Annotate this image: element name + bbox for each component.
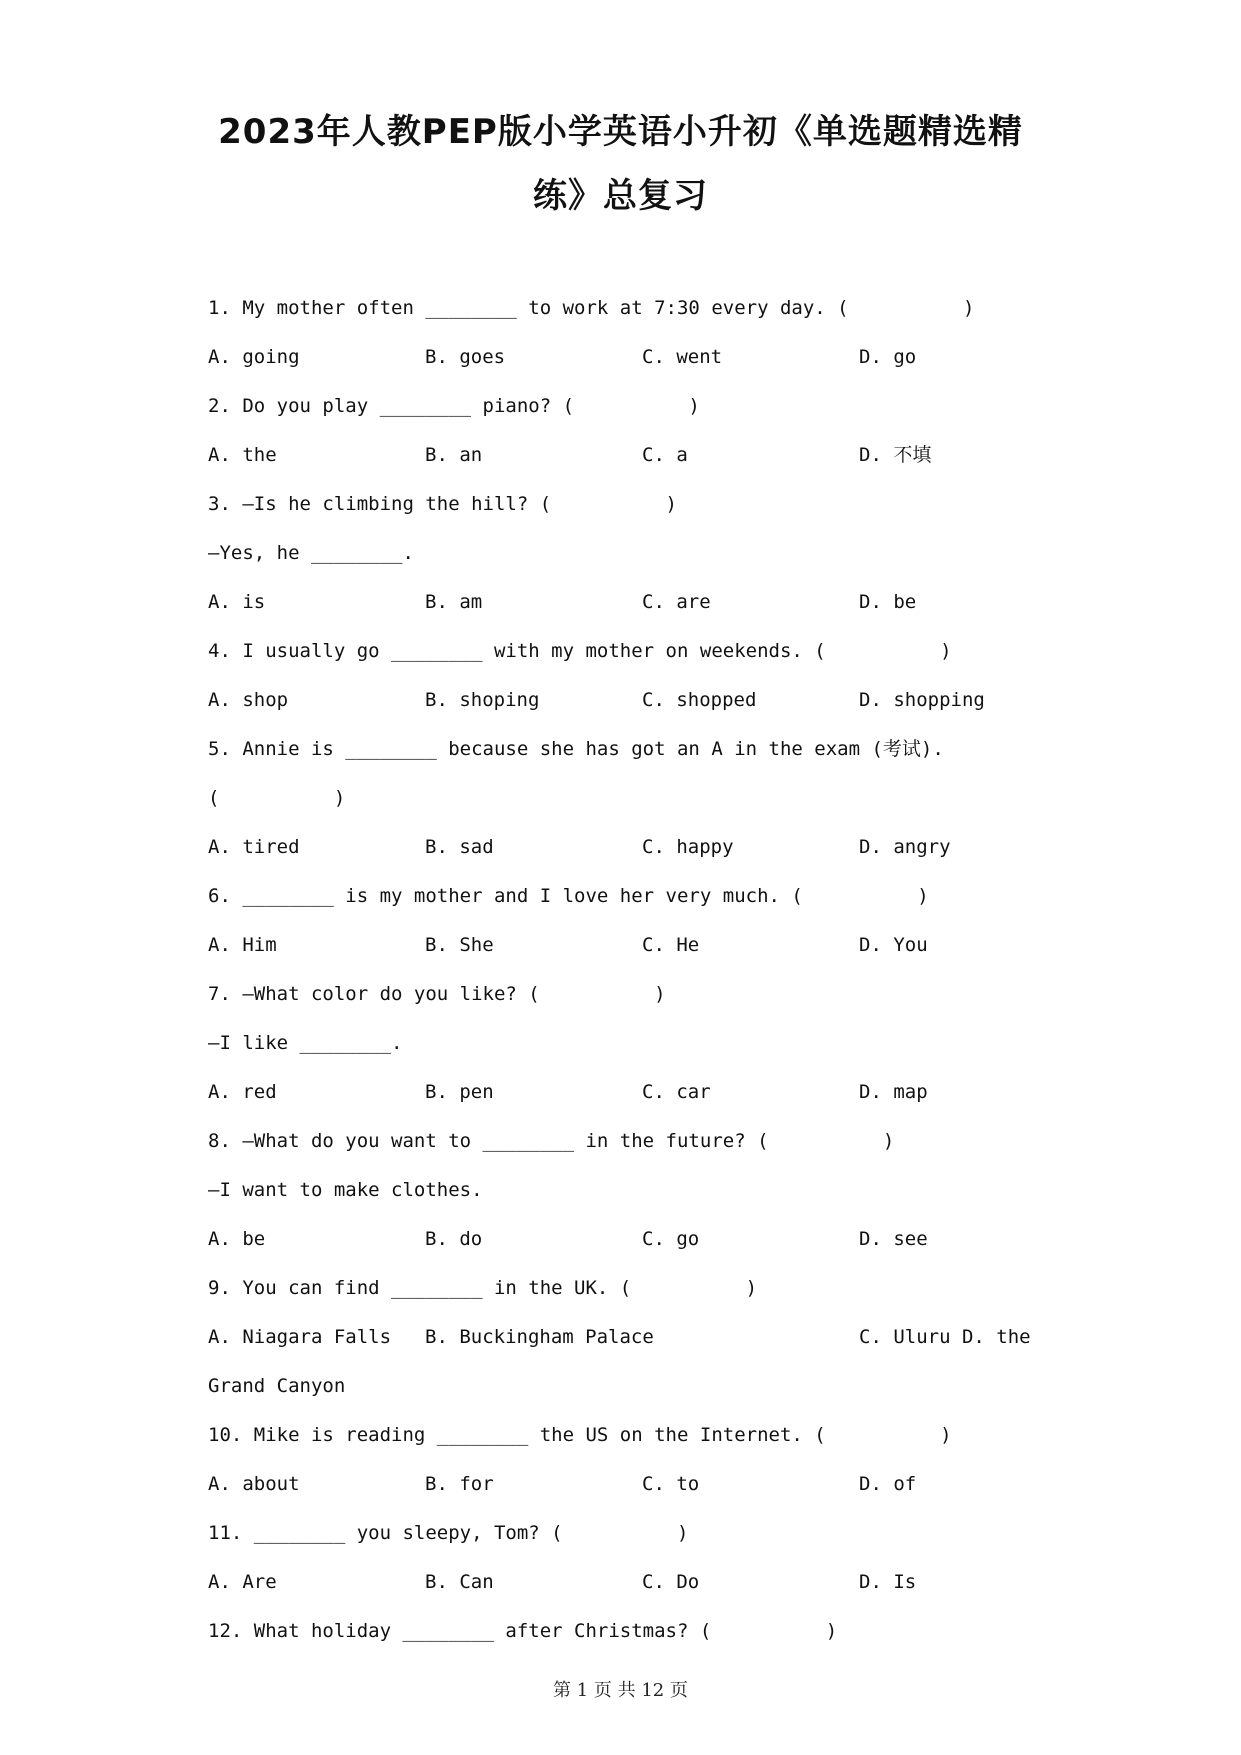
title-line-1: 2023年人教PEP版小学英语小升初《单选题精选精 [218, 112, 1023, 152]
option-a: A. Niagara Falls [208, 1326, 392, 1348]
option-b: B. am [425, 591, 483, 613]
option-wrap: Grand Canyon [208, 1375, 346, 1397]
question-options [208, 1080, 1038, 1129]
question-options [208, 1227, 1038, 1276]
option-c: C. go [642, 1228, 700, 1250]
option-b: B. She [425, 934, 494, 956]
option-b: B. pen [425, 1081, 494, 1103]
question-stem: 3. —Is he climbing the hill? ( ) [208, 493, 677, 515]
option-b: B. do [425, 1228, 483, 1250]
option-b: B. for [425, 1473, 494, 1495]
question-options [208, 1325, 1038, 1374]
option-b: B. Can [425, 1571, 494, 1593]
option-d: D. You [859, 934, 928, 956]
option-c: C. shopped [642, 689, 757, 711]
question-response: —I like ________. [208, 1032, 403, 1054]
option-b: B. Buckingham Palace [425, 1326, 654, 1348]
option-d: D. map [859, 1081, 928, 1103]
option-a: A. tired [208, 836, 300, 858]
option-a: A. red [208, 1081, 277, 1103]
option-b: B. goes [425, 346, 506, 368]
question-options [208, 688, 1038, 737]
question-stem: 10. Mike is reading ________ the US on the Internet. ( ) [208, 1424, 952, 1446]
question-stem: 5. Annie is ________ because she has got an A in the exam (考试). [208, 738, 944, 760]
option-d: D. of [859, 1473, 917, 1495]
question-stem: 9. You can find ________ in the UK. ( ) [208, 1277, 758, 1299]
page-footer: 第 1 页 共 12 页 [553, 1680, 688, 1701]
question-options [208, 590, 1038, 639]
option-d: D. 不填 [859, 444, 932, 466]
option-a: A. about [208, 1473, 300, 1495]
option-a: A. going [208, 346, 300, 368]
option-d: D. go [859, 346, 917, 368]
question-stem: 2. Do you play ________ piano? ( ) [208, 395, 700, 417]
option-c: C. are [642, 591, 711, 613]
option-a: A. the [208, 444, 277, 466]
question-options [208, 933, 1038, 982]
question-stem: 11. ________ you sleepy, Tom? ( ) [208, 1522, 689, 1544]
option-c-d: C. Uluru D. the [859, 1326, 1031, 1348]
question-stem: 1. My mother often ________ to work at 7:30 every day. ( ) [208, 297, 975, 319]
option-c: C. Do [642, 1571, 700, 1593]
option-b: B. an [425, 444, 483, 466]
question-stem: 4. I usually go ________ with my mother on weekends. ( ) [208, 640, 952, 662]
question-response: —Yes, he ________. [208, 542, 414, 564]
option-a: A. is [208, 591, 266, 613]
question-options [208, 443, 1038, 492]
option-c: C. happy [642, 836, 734, 858]
option-c: C. to [642, 1473, 700, 1495]
option-c: C. He [642, 934, 700, 956]
option-a: A. Are [208, 1571, 277, 1593]
question-stem: 6. ________ is my mother and I love her very much. ( ) [208, 885, 929, 907]
option-a: A. be [208, 1228, 266, 1250]
option-d: D. angry [859, 836, 951, 858]
option-d: D. be [859, 591, 917, 613]
option-d: D. see [859, 1228, 928, 1250]
title-line-2: 练》总复习 [533, 176, 708, 216]
option-b: B. sad [425, 836, 494, 858]
question-response: —I want to make clothes. [208, 1179, 483, 1201]
question-options [208, 345, 1038, 394]
option-d: D. Is [859, 1571, 917, 1593]
option-a: A. Him [208, 934, 277, 956]
question-options [208, 1570, 1038, 1619]
option-d: D. shopping [859, 689, 985, 711]
question-options [208, 1472, 1038, 1521]
question-list [208, 296, 1038, 1668]
question-stem: 7. —What color do you like? ( ) [208, 983, 666, 1005]
option-c: C. went [642, 346, 723, 368]
option-c: C. a [642, 444, 688, 466]
option-a: A. shop [208, 689, 289, 711]
question-options [208, 835, 1038, 884]
question-stem: 12. What holiday ________ after Christmas? ( ) [208, 1620, 838, 1642]
question-stem: 8. —What do you want to ________ in the future? ( ) [208, 1130, 895, 1152]
option-c: C. car [642, 1081, 711, 1103]
option-b: B. shoping [425, 689, 540, 711]
answer-bracket: ( ) [208, 787, 346, 809]
